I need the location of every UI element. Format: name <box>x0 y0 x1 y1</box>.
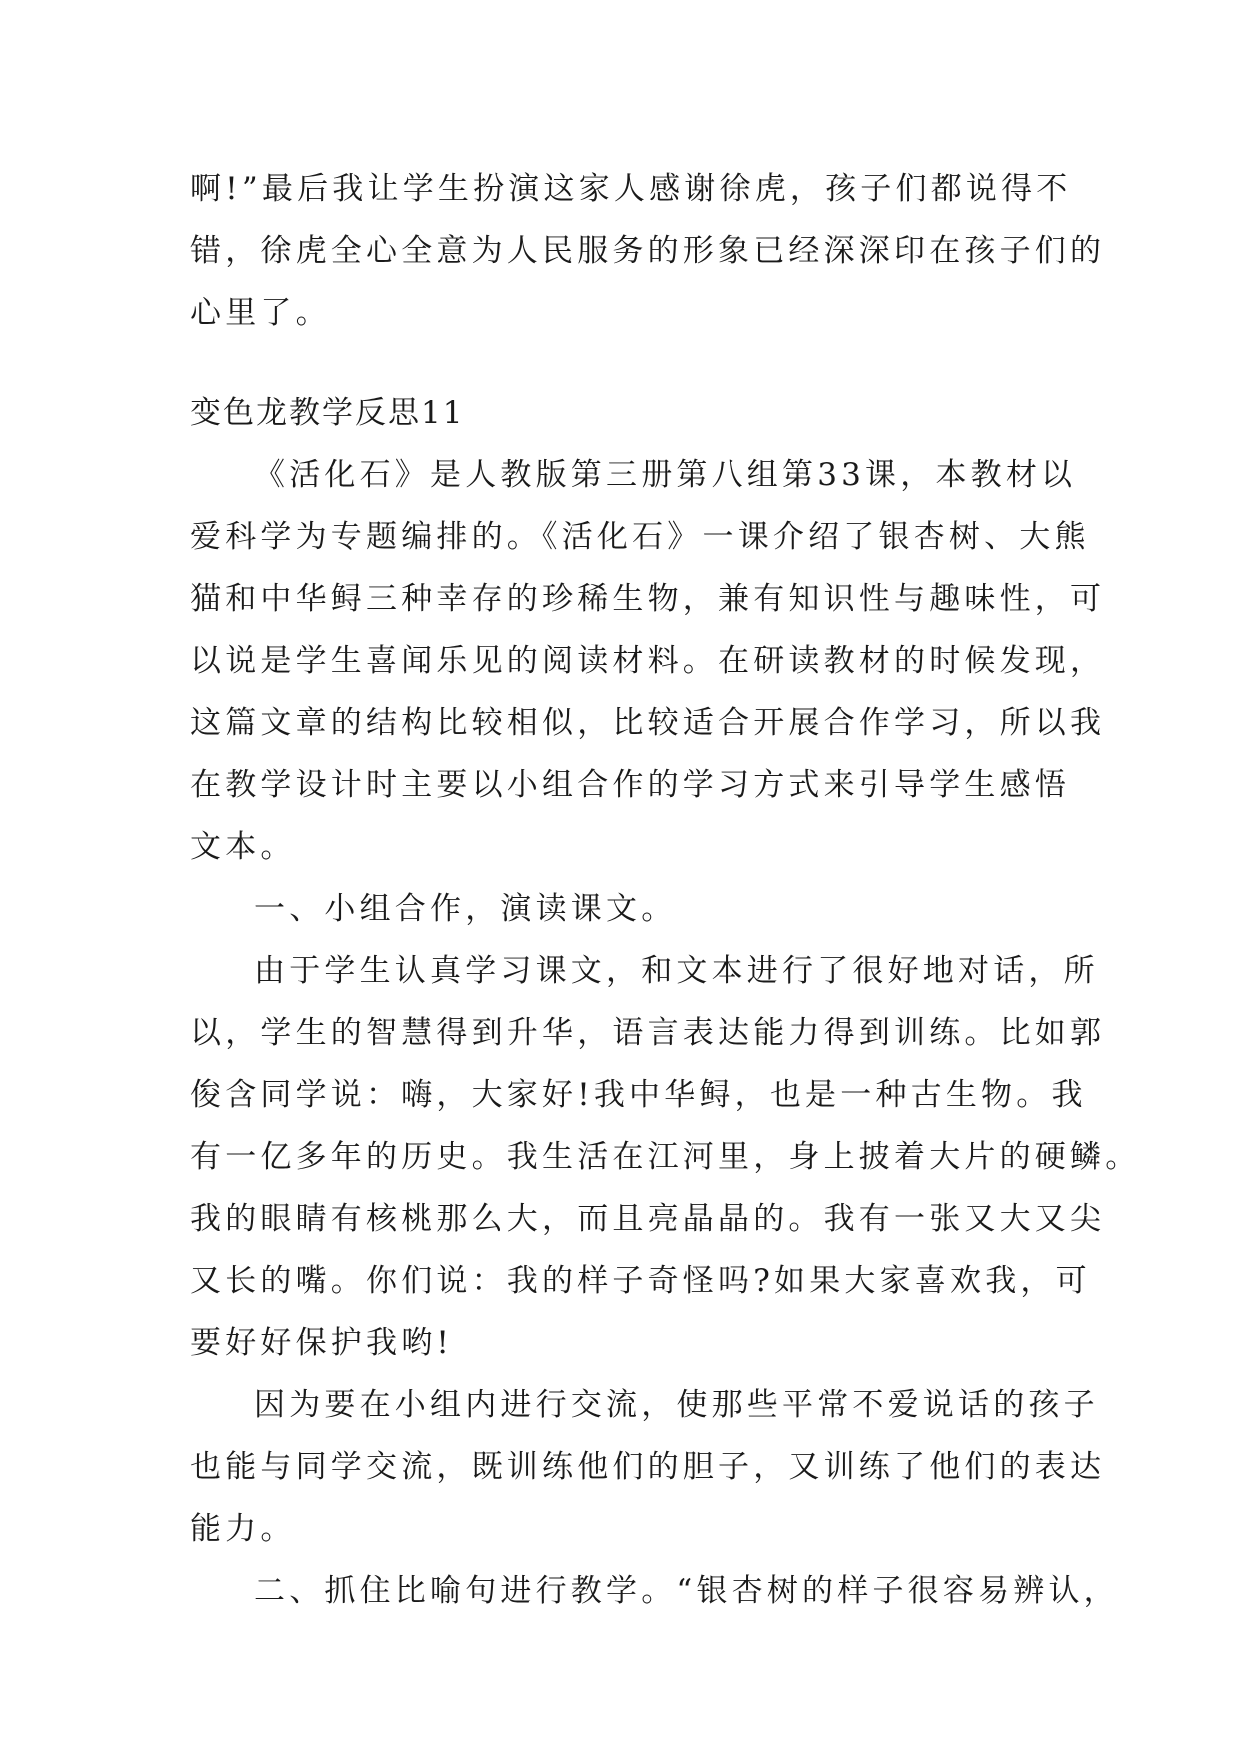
intro-line: 错，徐虎全心全意为人民服务的形象已经深深印在孩子们的 <box>190 233 1106 269</box>
paragraph-line: 《活化石》是人教版第三册第八组第33课，本教材以 <box>254 457 1077 493</box>
paragraph-line: 也能与同学交流，既训练他们的胆子，又训练了他们的表达 <box>190 1449 1106 1485</box>
paragraph-line: 要好好保护我哟! <box>190 1325 454 1361</box>
paragraph-line: 文本。 <box>190 829 296 865</box>
paragraph-line: 因为要在小组内进行交流，使那些平常不爱说话的孩子 <box>254 1387 1099 1423</box>
paragraph-line: 这篇文章的结构比较相似，比较适合开展合作学习，所以我 <box>190 705 1106 741</box>
intro-line: 心里了。 <box>190 295 331 331</box>
paragraph-line: 我的眼睛有核桃那么大，而且亮晶晶的。我有一张又大又尖 <box>190 1201 1106 1237</box>
paragraph-line: 俊含同学说：嗨，大家好!我中华鲟，也是一种古生物。我 <box>190 1077 1087 1113</box>
document-body <box>190 158 1141 1622</box>
paragraph-line: 猫和中华鲟三种幸存的珍稀生物，兼有知识性与趣味性，可 <box>190 581 1106 617</box>
subheading: 一、小组合作，演读课文。 <box>254 891 677 927</box>
intro-line: 啊!”最后我让学生扮演这家人感谢徐虎，孩子们都说得不 <box>190 171 1072 207</box>
paragraph-line: 能力。 <box>190 1511 296 1547</box>
paragraph-line: 由于学生认真学习课文，和文本进行了很好地对话，所 <box>254 953 1099 989</box>
section-title: 变色龙教学反思11 <box>190 395 465 431</box>
paragraph-line: 以说是学生喜闻乐见的阅读材料。在研读教材的时候发现， <box>190 643 1106 679</box>
paragraph-line: 在教学设计时主要以小组合作的学习方式来引导学生感悟 <box>190 767 1070 803</box>
paragraph-line: 有一亿多年的历史。我生活在江河里，身上披着大片的硬鳞。 <box>190 1139 1141 1175</box>
subheading: 二、抓住比喻句进行教学。“银杏树的样子很容易辨认， <box>254 1573 1119 1609</box>
paragraph-line: 又长的嘴。你们说：我的样子奇怪吗?如果大家喜欢我，可 <box>190 1263 1091 1299</box>
paragraph-line: 以，学生的智慧得到升华，语言表达能力得到训练。比如郭 <box>190 1015 1106 1051</box>
paragraph-line: 爱科学为专题编排的。《活化石》一课介绍了银杏树、大熊 <box>190 519 1090 555</box>
